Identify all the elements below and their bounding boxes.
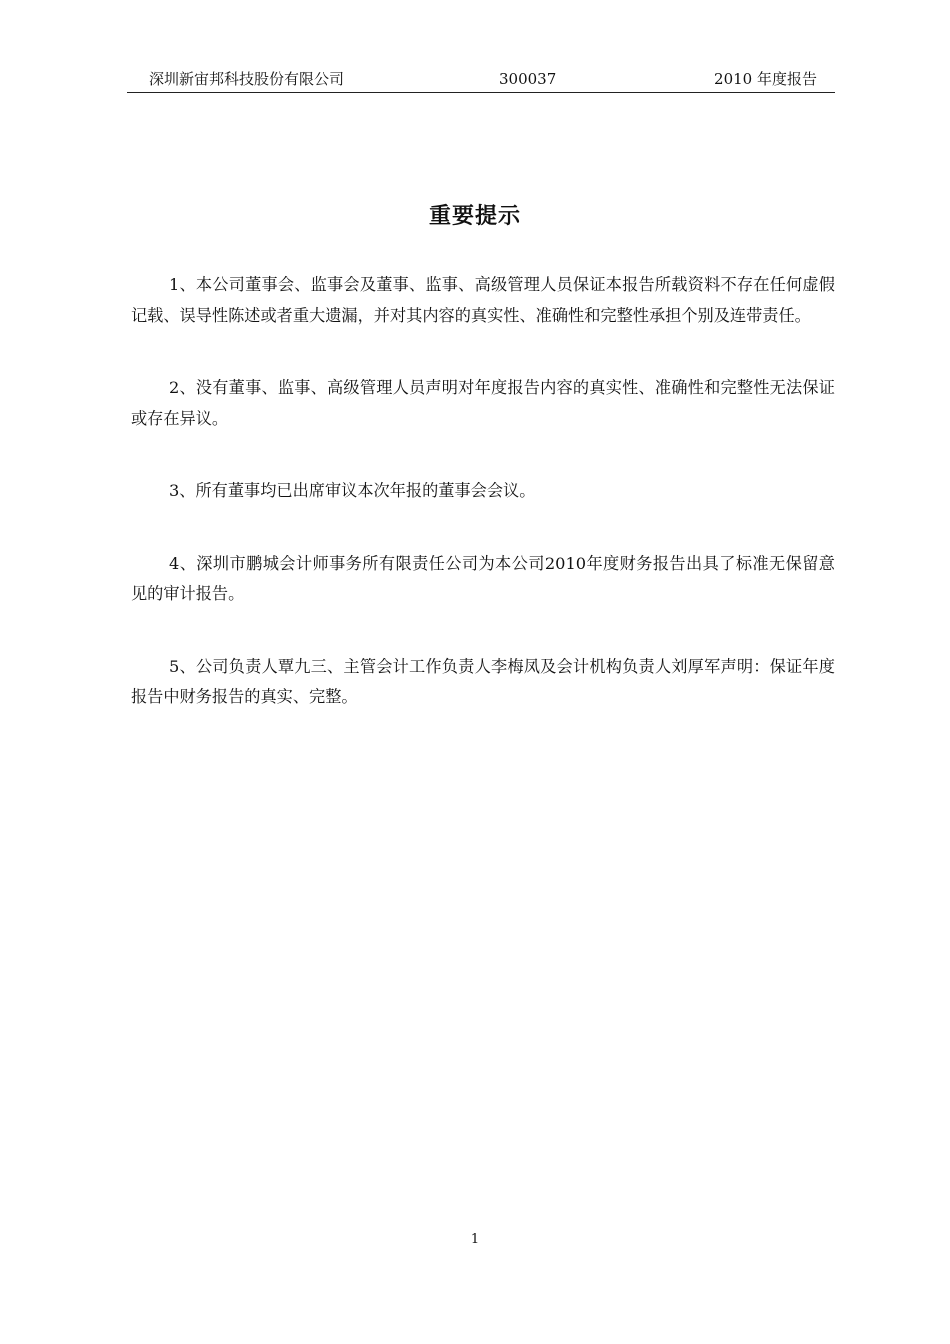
- notice-paragraph-4: 4、深圳市鹏城会计师事务所有限责任公司为本公司2010年度财务报告出具了标准无保留意见的审计报告。: [131, 553, 835, 603]
- notice-paragraph-5: 5、公司负责人覃九三、主管会计工作负责人李梅凤及会计机构负责人刘厚军声明：保证年度报告中财务报告的真实、完整。: [131, 656, 835, 706]
- notice-paragraph-1: 1、本公司董事会、监事会及董事、监事、高级管理人员保证本报告所载资料不存在任何虚假记载、误导性陈述或者重大遗漏，并对其内容的真实性、准确性和完整性承担个别及连带责任。: [131, 275, 835, 325]
- header-report-year: 2010 年度报告: [714, 70, 817, 88]
- header-stock-code: 300037: [499, 70, 557, 88]
- notice-paragraph-3: 3、所有董事均已出席审议本次年报的董事会会议。: [169, 481, 536, 500]
- page-title: 重要提示: [428, 203, 521, 229]
- page-header: [127, 70, 835, 93]
- notice-body: [131, 270, 835, 755]
- notice-paragraph-2: 2、没有董事、监事、高级管理人员声明对年度报告内容的真实性、准确性和完整性无法保证或存在异议。: [131, 378, 835, 428]
- header-company-name: 深圳新宙邦科技股份有限公司: [149, 70, 345, 88]
- page-number: 1: [470, 1232, 480, 1247]
